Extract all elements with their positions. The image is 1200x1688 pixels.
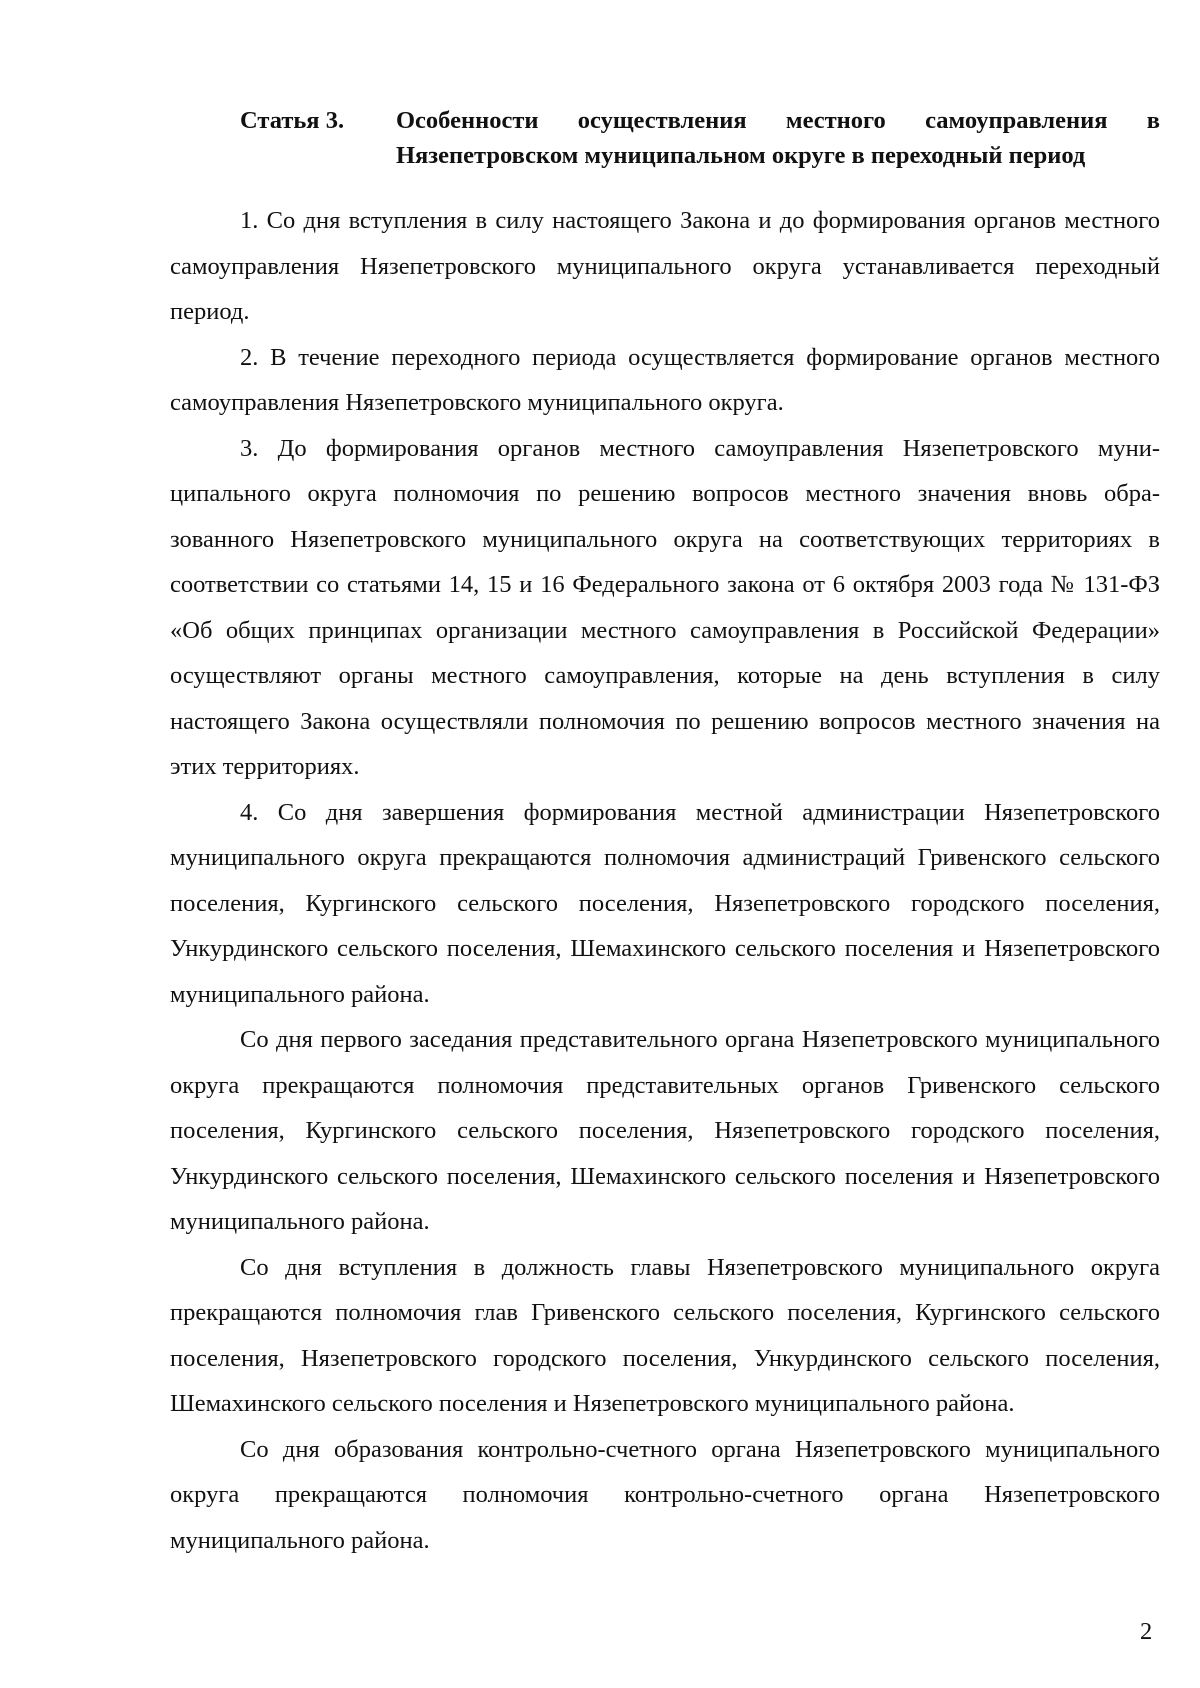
paragraph-7: Со дня образования контрольно-счетного органа Нязепетровского муниципального округа прекращаются полномочия контрольно-счетного органа Нязепетровского муниципального района.	[170, 1435, 1160, 1554]
article-number: Статья 3.	[240, 107, 345, 134]
paragraph-2: 2. В течение переходного периода осуществляется формирование органов местного самоуправления Нязепетровского муниципального округа.	[170, 343, 1160, 416]
paragraph-3: 3. До формирования органов местного самоуправления Нязепетровского муниципального округа полномочия по решению вопросов местного значения вновь образованного Нязепетровского муниципального округа на соответствующих территориях в соответствии со статьями 14, 15 и 16 Федерального закона от 6 октября 2003 года № 131-ФЗ «Об общих принципах организации местного самоуправления в Российской Федерации» осуществляют органы местного самоуправления, которые на день вступления в силу настоящего Закона осуществляли полномочия по решению вопросов местного значения на этих территориях.	[170, 434, 1160, 780]
article-body	[170, 198, 1160, 1563]
article-title: Особенности осуществления местного самоуправления в Нязепетровском муниципальном округе в переходный период	[396, 107, 1160, 169]
article-heading	[240, 103, 1160, 173]
paragraph-1: 1. Со дня вступления в силу настоящего Закона и до формирования органов местного самоуправления Нязепетровского муниципального округа устанавливается переходный период.	[170, 207, 1160, 325]
paragraph-4: 4. Со дня завершения формирования местной администрации Нязепетровского муниципального округа прекращаются полномочия администраций Гривенского сельского поселения, Кургинского сельского поселения, Нязепетровского городского поселения, Ункурдинского сельского поселения, Шемахинского сельского поселения и Нязепетровского муниципального района.	[170, 798, 1160, 1008]
paragraph-6: Со дня вступления в должность главы Нязепетровского муниципального округа прекращаются полномочия глав Гривенского сельского поселения, Кургинского сельского поселения, Нязепетровского городского поселения, Ункурдинского сельского поселения, Шемахинского сельского поселения и Нязепетровского муниципального района.	[170, 1253, 1160, 1417]
paragraph-5: Со дня первого заседания представительного органа Нязепетровского муниципального округа прекращаются полномочия представительных органов Гривенского сельского поселения, Кургинского сельского поселения, Нязепетровского городского поселения, Ункурдинского сельского поселения, Шемахинского сельского поселения и Нязепетровского муниципального района.	[170, 1026, 1160, 1235]
page-number: 2	[1140, 1618, 1153, 1645]
